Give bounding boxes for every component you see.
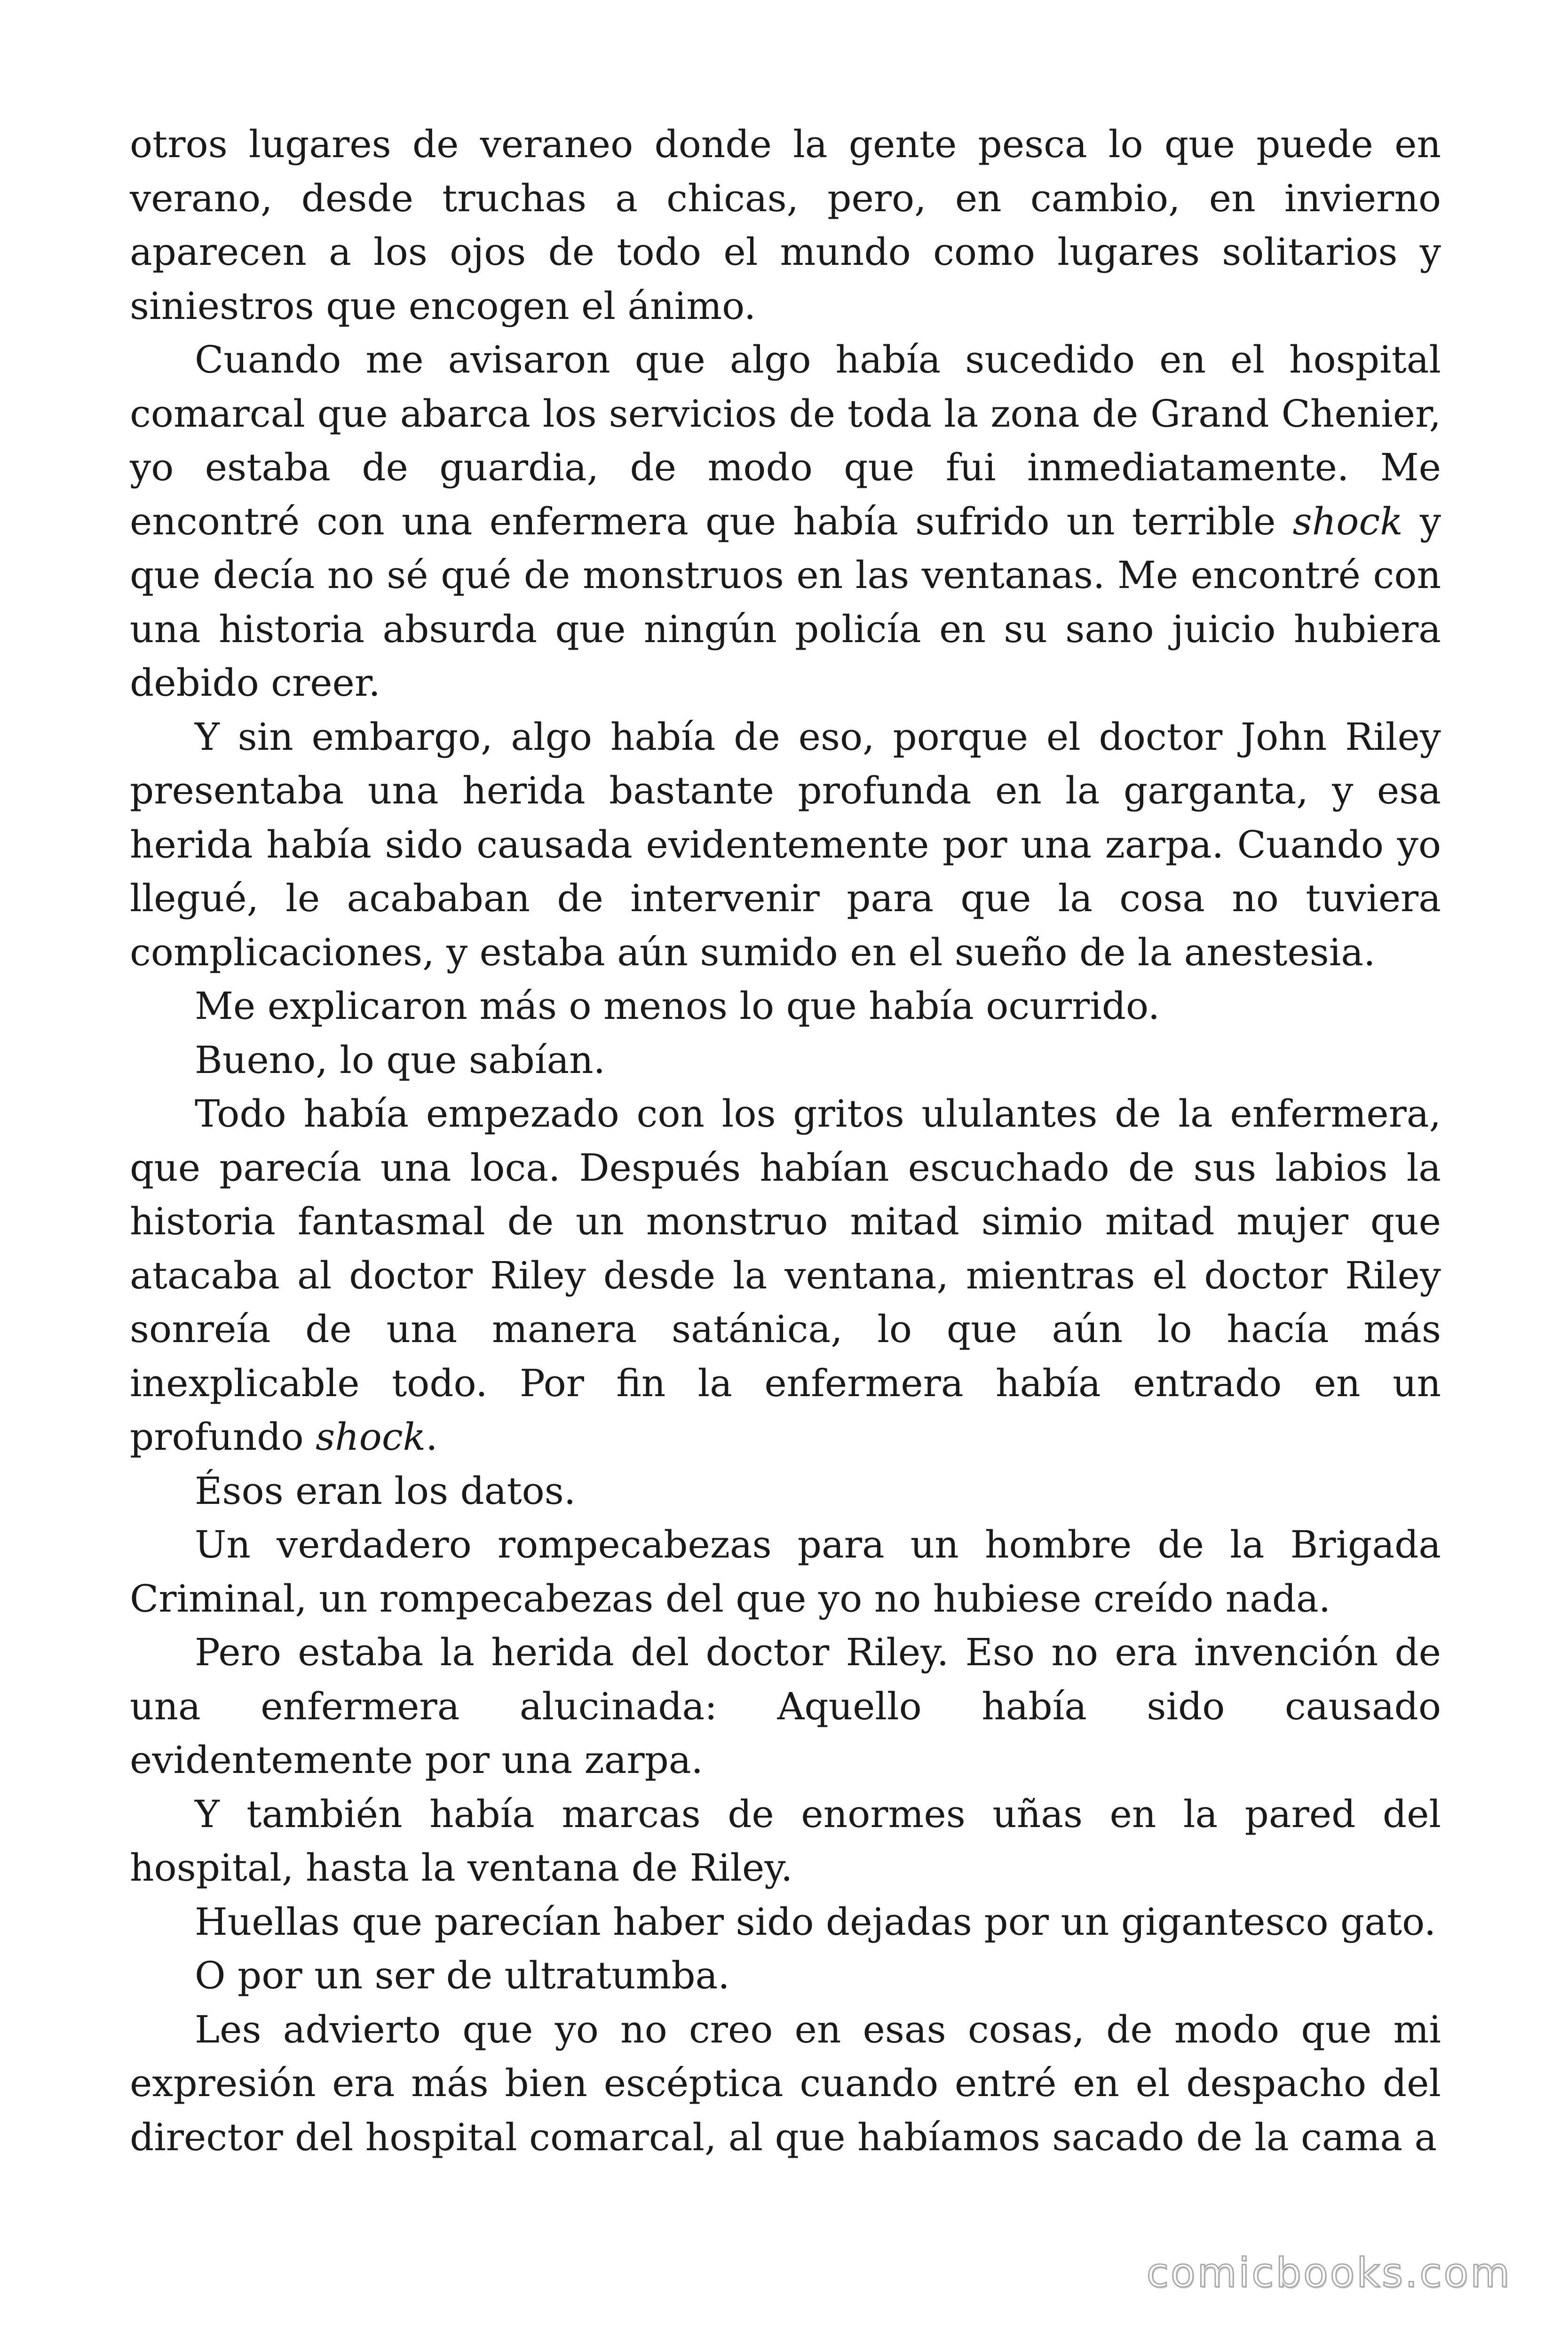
text-run: Me explicaron más o menos lo que había ocurrido. bbox=[195, 984, 1160, 1028]
paragraph bbox=[130, 1949, 1441, 2003]
text-run: Les advierto que yo no creo en esas cosas, de modo que mi expresión era más bien escéptica cuando entré en el despacho del director del hospital comarcal, al que habíamos sacado de la cama a bbox=[130, 2007, 1441, 2159]
paragraph bbox=[130, 979, 1441, 1033]
paragraph bbox=[130, 333, 1441, 710]
body-text bbox=[130, 118, 1441, 2164]
italic-text: shock bbox=[316, 1415, 426, 1459]
text-run: y que decía no sé qué de monstruos en las ventanas. Me encontré con una historia absurda que ningún policía en su sano juicio hubiera debido creer. bbox=[130, 499, 1441, 705]
paragraph bbox=[130, 1895, 1441, 1949]
paragraph bbox=[130, 2003, 1441, 2165]
text-run: Pero estaba la herida del doctor Riley. Eso no era invención de una enfermera alucinada: Aquello había sido causado evidentemente por una zarpa. bbox=[130, 1630, 1441, 1782]
text-run: otros lugares de veraneo donde la gente pesca lo que puede en verano, desde truchas a chicas, pero, en cambio, en invierno aparecen a los ojos de todo el mundo como lugares solitarios y siniestros que encogen el ánimo. bbox=[130, 122, 1441, 328]
paragraph bbox=[130, 1087, 1441, 1464]
text-run: Y sin embargo, algo había de eso, porque el doctor John Riley presentaba una herida bastante profunda en la garganta, y esa herida había sido causada evidentemente por una zarpa. Cuando yo llegué, le acababan de intervenir para que la cosa no tuviera complicaciones, y estaba aún sumido en el sueño de la anestesia. bbox=[130, 715, 1441, 974]
paragraph bbox=[130, 118, 1441, 333]
paragraph bbox=[130, 1464, 1441, 1518]
text-run: Un verdadero rompecabezas para un hombre de la Brigada Criminal, un rompecabezas del que yo no hubiese creído nada. bbox=[130, 1523, 1441, 1621]
paragraph bbox=[130, 1788, 1441, 1895]
text-run: Y también había marcas de enormes uñas en la pared del hospital, hasta la ventana de Riley. bbox=[130, 1792, 1441, 1890]
paragraph bbox=[130, 710, 1441, 980]
italic-text: shock bbox=[1292, 499, 1403, 543]
text-run: Huellas que parecían haber sido dejadas por un gigantesco gato. bbox=[195, 1899, 1436, 1944]
watermark: comicbooks.com bbox=[1146, 2249, 1512, 2296]
text-run: Bueno, lo que sabían. bbox=[195, 1038, 606, 1082]
paragraph bbox=[130, 1033, 1441, 1088]
text-run: O por un ser de ultratumba. bbox=[195, 1954, 730, 1997]
paragraph bbox=[130, 1626, 1441, 1788]
text-run: Cuando me avisaron que algo había sucedido en el hospital comarcal que abarca los servicios de toda la zona de Grand Chenier, yo estaba de guardia, de modo que fui inmediatamente. Me encontré con una enfermera que había sufrido un terrible bbox=[130, 338, 1441, 543]
text-run: Ésos eran los datos. bbox=[195, 1469, 576, 1513]
text-run: Todo había empezado con los gritos ululantes de la enfermera, que parecía una loca. Después habían escuchado de sus labios la historia fantasmal de un monstruo mitad simio mitad mujer que atacaba al doctor Riley desde la ventana, mientras el doctor Riley sonreía de una manera satánica, lo que aún lo hacía más inexplicable todo. Por fin la enfermera había entrado en un profundo bbox=[130, 1092, 1441, 1459]
text-run: . bbox=[426, 1415, 438, 1459]
paragraph bbox=[130, 1518, 1441, 1626]
